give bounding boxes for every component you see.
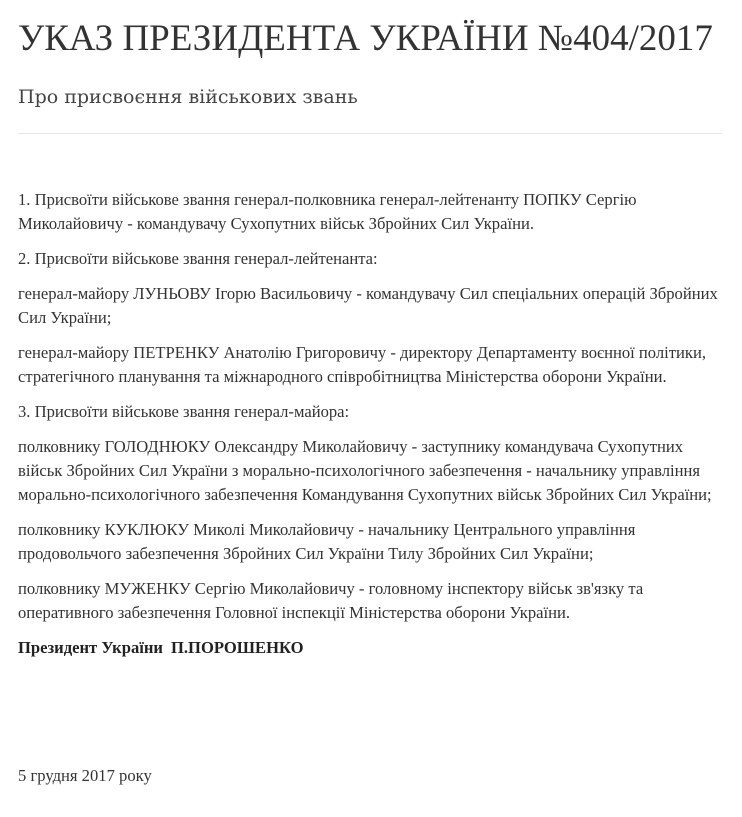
paragraph-1: 1. Присвоїти військове звання генерал-полковника генерал-лейтенанту ПОПКУ Сергію Миколайовичу - командувачу Сухопутних військ Збройних Сил України. <box>18 190 637 233</box>
paragraph-8: полковнику МУЖЕНКУ Сергію Миколайовичу - головному інспектору військ зв'язку та оперативного забезпечення Головної інспекції Міністерства оборони України. <box>18 579 644 622</box>
paragraph-6: полковнику ГОЛОДНЮКУ Олександру Миколайовичу - заступнику командувача Сухопутних військ Збройних Сил України з морально-психологічного забезпечення - начальнику управління морально-психологічного забезпечення Командування Сухопутних військ Збройних Сил України; <box>18 437 712 504</box>
paragraph-7: полковнику КУКЛЮКУ Миколі Миколайовичу - начальнику Центрального управління продовольчого забезпечення Збройних Сил України Тилу Збройних Сил України; <box>18 520 636 563</box>
page-title: УКАЗ ПРЕЗИДЕНТА УКРАЇНИ №404/2017 <box>18 18 713 59</box>
paragraph-3: генерал-майору ЛУНЬОВУ Ігорю Васильовичу - командувачу Сил спеціальних операцій Збройних Сил України; <box>18 284 718 327</box>
paragraph-2: 2. Присвоїти військове звання генерал-лейтенанта: <box>18 249 378 268</box>
decree-body <box>18 188 722 660</box>
page-subtitle: Про присвоєння військових звань <box>18 86 358 108</box>
paragraph-5: 3. Присвоїти військове звання генерал-майора: <box>18 402 350 421</box>
paragraph-4: генерал-майору ПЕТРЕНКУ Анатолію Григоровичу - директору Департаменту воєнної політики, стратегічного планування та міжнародного співробітництва Міністерства оборони України. <box>18 343 706 386</box>
title-divider <box>18 133 722 134</box>
signature-name: П.ПОРОШЕНКО <box>170 638 304 657</box>
signature <box>18 636 722 660</box>
decree-date: 5 грудня 2017 року <box>18 766 152 785</box>
signature-position: Президент України <box>18 638 163 657</box>
